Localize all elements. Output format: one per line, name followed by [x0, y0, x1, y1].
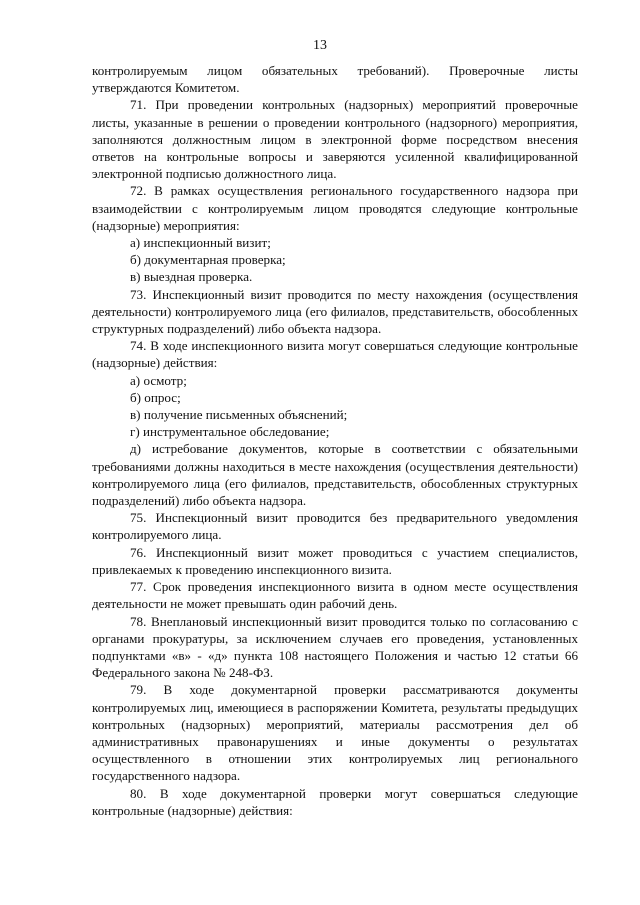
paragraph: 74. В ходе инспекционного визита могут совершаться следующие контрольные (надзорные) действия:	[92, 338, 578, 371]
paragraph: 77. Срок проведения инспекционного визита в одном месте осуществления деятельности не может превышать один рабочий день.	[92, 579, 578, 612]
list-item: в) получение письменных объяснений;	[130, 407, 348, 423]
list-item: б) документарная проверка;	[130, 252, 286, 268]
paragraph: 76. Инспекционный визит может проводиться с участием специалистов, привлекаемых к проведению инспекционного визита.	[92, 544, 578, 577]
page-number: 13	[313, 38, 327, 53]
paragraph: 73. Инспекционный визит проводится по месту нахождения (осуществления деятельности) контролируемого лица (его филиалов, представительств, обособленных структурных подразделений) либо объекта надзора.	[92, 286, 578, 337]
list-item: а) осмотр;	[130, 372, 187, 388]
paragraph: 78. Внеплановый инспекционный визит проводится только по согласованию с органами прокуратуры, за исключением случаев его проведения, установленных подпунктами «в» - «д» пункта 108 настоящего Положения и частью 12 статьи 66 Федерального закона № 248-ФЗ.	[92, 613, 578, 681]
paragraph: 80. В ходе документарной проверки могут совершаться следующие контрольные (надзорные) действия:	[92, 785, 578, 818]
paragraph: контролируемым лицом обязательных требований). Проверочные листы утверждаются Комитетом.	[92, 63, 578, 96]
list-item: а) инспекционный визит;	[130, 235, 271, 251]
list-item: в) выездная проверка.	[130, 269, 253, 285]
list-item: г) инструментальное обследование;	[130, 424, 330, 440]
body-text	[92, 62, 578, 819]
list-item: б) опрос;	[130, 389, 181, 405]
paragraph: 75. Инспекционный визит проводится без предварительного уведомления контролируемого лица.	[92, 510, 578, 543]
paragraph: 79. В ходе документарной проверки рассматриваются документы контролируемых лиц, имеющиеся в распоряжении Комитета, результаты предыдущих контрольных (надзорных) мероприятий, материалы рассмотрения дел об административных правонарушениях и иные документы о результатах осуществленного в отношении этих контролируемых лиц регионального государственного надзора.	[92, 682, 578, 784]
paragraph: 71. При проведении контрольных (надзорных) мероприятий проверочные листы, указанные в решении о проведении контрольного (надзорного) мероприятия, заполняются должностным лицом в электронной форме посредством внесения ответов на контрольные вопросы и заверяются усиленной квалифицированной электронной подписью должностного лица.	[92, 97, 578, 182]
paragraph: д) истребование документов, которые в соответствии с обязательными требованиями должны находиться в месте нахождения (осуществления деятельности) контролируемого лица (его филиалов, представительств, обособленных структурных подразделений) либо объекта надзора.	[92, 441, 578, 509]
paragraph: 72. В рамках осуществления регионального государственного надзора при взаимодействии с контролируемым лицом проводятся следующие контрольные (надзорные) мероприятия:	[92, 183, 578, 233]
